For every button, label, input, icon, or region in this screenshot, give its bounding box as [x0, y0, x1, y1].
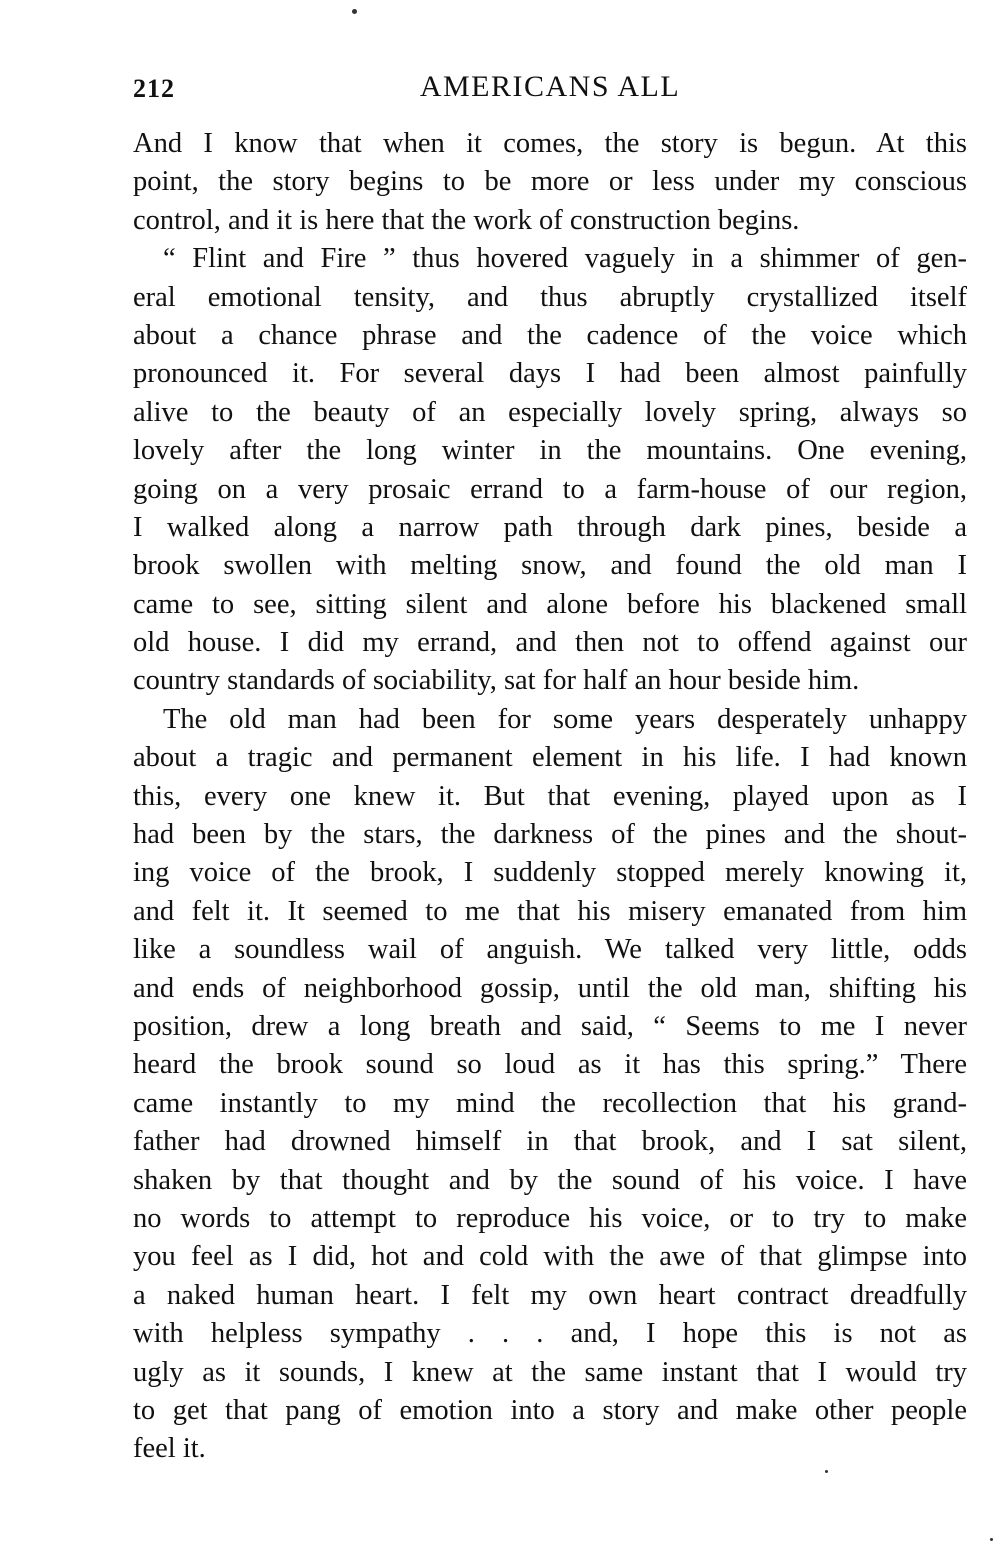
text-line: like a soundless wail of anguish. We talked very little, odds — [133, 934, 967, 966]
page-number: 212 — [133, 74, 175, 103]
text-line: country standards of sociability, sat for half an hour beside him. — [133, 665, 860, 697]
text-line: eral emotional tensity, and thus abruptly crystallized itself — [133, 281, 967, 313]
body-text — [133, 125, 967, 1469]
page-header — [133, 66, 967, 110]
text-line: And I know that when it comes, the story is begun. At this — [133, 128, 967, 159]
running-title: AMERICANS ALL — [419, 70, 681, 103]
text-line: I walked along a narrow path through dark pines, beside a — [133, 511, 967, 543]
text-line: came instantly to my mind the recollection that his grand- — [133, 1087, 967, 1119]
text-line: about a chance phrase and the cadence of the voice which — [133, 319, 967, 351]
text-line: “ Flint and Fire ” thus hovered vaguely in a shimmer of gen- — [163, 243, 967, 275]
text-line: ugly as it sounds, I knew at the same instant that I would try — [133, 1356, 967, 1388]
text-line: a naked human heart. I felt my own heart contract dreadfully — [133, 1279, 967, 1311]
text-line: shaken by that thought and by the sound of his voice. I have — [133, 1164, 967, 1196]
text-line: and ends of neighborhood gossip, until the old man, shifting his — [133, 972, 967, 1004]
text-line: going on a very prosaic errand to a farm-house of our region, — [133, 473, 967, 505]
text-line: The old man had been for some years desperately unhappy — [163, 703, 967, 735]
text-line: had been by the stars, the darkness of the pines and the shout- — [133, 819, 967, 851]
text-line: control, and it is here that the work of construction begins. — [133, 204, 800, 236]
text-line: lovely after the long winter in the mountains. One evening, — [133, 435, 967, 467]
text-line: ing voice of the brook, I suddenly stopped merely knowing it, — [133, 857, 967, 889]
text-line: position, drew a long breath and said, “ Seems to me I never — [133, 1010, 967, 1042]
text-line: about a tragic and permanent element in his life. I had known — [133, 742, 967, 774]
scan-speck — [825, 1470, 828, 1473]
scan-speck — [352, 9, 357, 14]
text-line: and felt it. It seemed to me that his misery emanated from him — [133, 895, 967, 927]
text-line: this, every one knew it. But that evening, played upon as I — [133, 780, 967, 812]
scan-speck — [990, 1538, 993, 1541]
text-line: pronounced it. For several days I had been almost painfully — [133, 358, 967, 390]
text-line: alive to the beauty of an especially lovely spring, always so — [133, 396, 967, 428]
text-line: father had drowned himself in that brook, and I sat silent, — [133, 1126, 967, 1158]
text-line: brook swollen with melting snow, and found the old man I — [133, 550, 967, 582]
text-line: point, the story begins to be more or less under my conscious — [133, 166, 967, 198]
text-line: feel it. — [133, 1433, 206, 1465]
text-line: no words to attempt to reproduce his voice, or to try to make — [133, 1202, 967, 1234]
text-line: you feel as I did, hot and cold with the awe of that glimpse into — [133, 1241, 967, 1273]
text-line: old house. I did my errand, and then not to offend against our — [133, 627, 967, 659]
text-line: came to see, sitting silent and alone before his blackened small — [133, 588, 967, 620]
text-line: heard the brook sound so loud as it has this spring.” There — [133, 1049, 967, 1081]
text-line: with helpless sympathy . . . and, I hope this is not as — [133, 1318, 967, 1350]
text-line: to get that pang of emotion into a story and make other people — [133, 1394, 967, 1426]
